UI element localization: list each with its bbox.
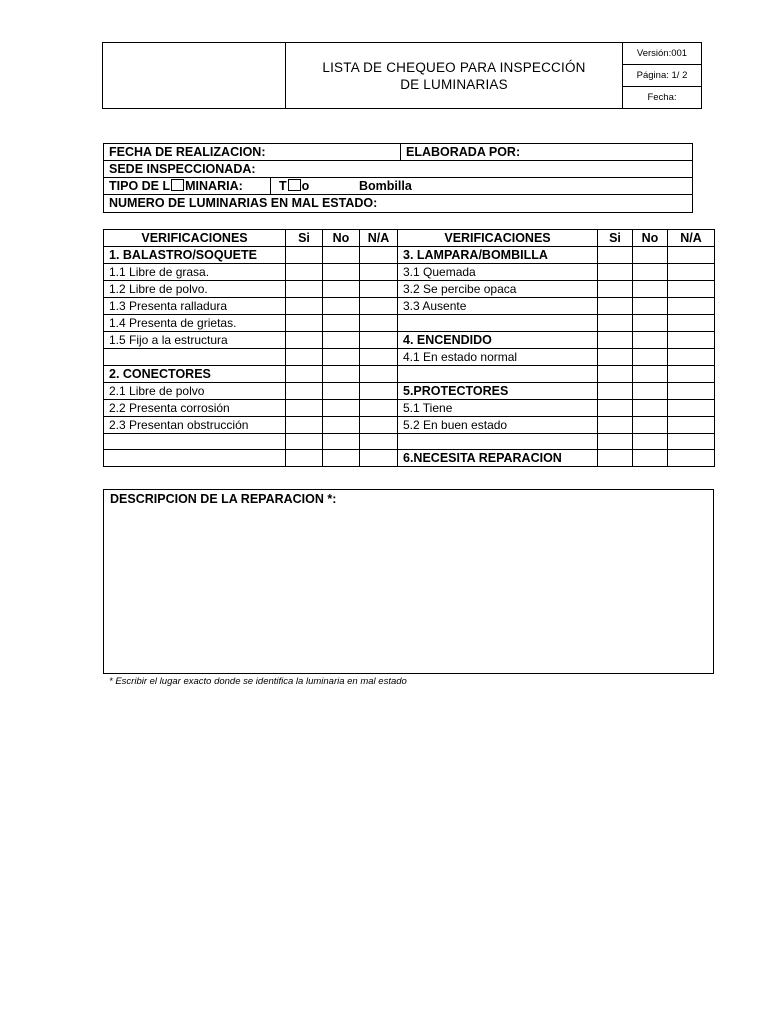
item-right (398, 315, 598, 332)
item-right: 3. LAMPARA/BOMBILLA (398, 247, 598, 264)
check-cell[interactable] (360, 434, 398, 450)
check-cell[interactable] (668, 366, 715, 383)
check-cell[interactable] (633, 298, 668, 315)
check-cell[interactable] (633, 264, 668, 281)
item-left: 2.3 Presentan obstrucción (104, 417, 286, 434)
check-cell[interactable] (360, 366, 398, 383)
item-right: 5.1 Tiene (398, 400, 598, 417)
check-cell[interactable] (360, 349, 398, 366)
column-header: VERIFICACIONES (398, 230, 598, 247)
table-row (104, 332, 715, 349)
check-cell[interactable] (668, 298, 715, 315)
item-right: 4. ENCENDIDO (398, 332, 598, 349)
table-row (104, 366, 715, 383)
check-cell[interactable] (668, 247, 715, 264)
check-cell[interactable] (633, 315, 668, 332)
check-cell[interactable] (633, 450, 668, 467)
item-left: 2.2 Presenta corrosión (104, 400, 286, 417)
check-cell[interactable] (668, 434, 715, 450)
check-cell[interactable] (360, 247, 398, 264)
check-cell[interactable] (286, 383, 323, 400)
table-row (104, 315, 715, 332)
check-cell[interactable] (360, 383, 398, 400)
check-cell[interactable] (598, 417, 633, 434)
elaborada-label: ELABORADA POR: (406, 145, 521, 159)
check-cell[interactable] (323, 349, 360, 366)
checklist-table (103, 229, 715, 467)
check-cell[interactable] (323, 400, 360, 417)
check-cell[interactable] (598, 332, 633, 349)
check-cell[interactable] (286, 400, 323, 417)
check-cell[interactable] (668, 281, 715, 298)
item-left: 2. CONECTORES (104, 366, 286, 383)
table-row (104, 247, 715, 264)
table-row (104, 434, 715, 450)
check-cell[interactable] (668, 383, 715, 400)
logo-area (103, 43, 286, 108)
check-cell[interactable] (633, 434, 668, 450)
item-right: 5.2 En buen estado (398, 417, 598, 434)
column-header: VERIFICACIONES (104, 230, 286, 247)
check-cell[interactable] (598, 400, 633, 417)
description-label: DESCRIPCION DE LA REPARACION *: (110, 492, 337, 506)
description-box[interactable] (103, 489, 714, 674)
item-right (398, 366, 598, 383)
check-cell[interactable] (668, 264, 715, 281)
check-cell[interactable] (668, 349, 715, 366)
table-row (104, 383, 715, 400)
title-line-2: DE LUMINARIAS (400, 76, 508, 92)
tipo-option-tubo: T o (279, 179, 310, 193)
footnote: * Escribir el lugar exacto donde se identifica la luminaria en mal estado (109, 676, 407, 687)
check-cell[interactable] (323, 383, 360, 400)
check-cell[interactable] (286, 349, 323, 366)
check-cell[interactable] (323, 434, 360, 450)
check-cell[interactable] (360, 281, 398, 298)
check-cell[interactable] (633, 247, 668, 264)
check-cell[interactable] (598, 247, 633, 264)
info-row-tipo (104, 178, 692, 195)
item-left: 1.4 Presenta de grietas. (104, 315, 286, 332)
document-meta (623, 43, 701, 108)
item-right: 6.NECESITA REPARACION (398, 450, 598, 467)
check-cell[interactable] (668, 315, 715, 332)
check-cell[interactable] (668, 400, 715, 417)
column-header: Si (598, 230, 633, 247)
check-cell[interactable] (286, 332, 323, 349)
check-cell[interactable] (323, 264, 360, 281)
check-cell[interactable] (598, 264, 633, 281)
check-cell[interactable] (633, 349, 668, 366)
check-cell[interactable] (598, 366, 633, 383)
check-cell[interactable] (668, 450, 715, 467)
table-row (104, 264, 715, 281)
document-header (102, 42, 702, 109)
check-cell[interactable] (633, 383, 668, 400)
checkbox-icon[interactable] (171, 179, 184, 191)
check-cell[interactable] (360, 400, 398, 417)
check-cell[interactable] (633, 281, 668, 298)
check-cell[interactable] (360, 450, 398, 467)
numero-label: NUMERO DE LUMINARIAS EN MAL ESTADO: (109, 196, 378, 210)
check-cell[interactable] (633, 366, 668, 383)
table-row (104, 400, 715, 417)
check-cell[interactable] (286, 264, 323, 281)
item-left (104, 450, 286, 467)
item-left (104, 349, 286, 366)
check-cell[interactable] (323, 366, 360, 383)
check-cell[interactable] (286, 247, 323, 264)
check-cell[interactable] (598, 298, 633, 315)
check-cell[interactable] (598, 450, 633, 467)
item-right (398, 434, 598, 450)
item-right: 5.PROTECTORES (398, 383, 598, 400)
date-label: Fecha: (647, 92, 677, 103)
check-cell[interactable] (360, 264, 398, 281)
info-box (103, 143, 693, 213)
check-cell[interactable] (668, 332, 715, 349)
column-header: No (323, 230, 360, 247)
tipo-label: TIPO DE L MINARIA: (109, 179, 243, 193)
item-left: 1.5 Fijo a la estructura (104, 332, 286, 349)
version-label: Versión:001 (623, 43, 701, 65)
check-cell[interactable] (323, 450, 360, 467)
document-title (286, 43, 623, 108)
info-row-sede (104, 161, 692, 178)
table-row (104, 417, 715, 434)
check-cell[interactable] (286, 417, 323, 434)
table-row (104, 298, 715, 315)
check-cell[interactable] (286, 298, 323, 315)
check-cell[interactable] (598, 349, 633, 366)
check-cell[interactable] (598, 315, 633, 332)
info-row-fecha (104, 144, 692, 161)
fecha-label: FECHA DE REALIZACION: (109, 145, 266, 159)
item-left (104, 434, 286, 450)
check-cell[interactable] (286, 434, 323, 450)
check-cell[interactable] (668, 417, 715, 434)
column-header: Si (286, 230, 323, 247)
item-left: 1.1 Libre de grasa. (104, 264, 286, 281)
item-right: 3.2 Se percibe opaca (398, 281, 598, 298)
info-row-numero (104, 195, 692, 212)
check-cell[interactable] (286, 366, 323, 383)
column-header: N/A (360, 230, 398, 247)
divider (270, 178, 271, 194)
item-left: 2.1 Libre de polvo (104, 383, 286, 400)
check-cell[interactable] (286, 450, 323, 467)
item-right: 3.3 Ausente (398, 298, 598, 315)
check-cell[interactable] (360, 417, 398, 434)
checkbox-icon[interactable] (288, 179, 301, 191)
check-cell[interactable] (633, 417, 668, 434)
sede-label: SEDE INSPECCIONADA: (109, 162, 256, 176)
check-cell[interactable] (286, 281, 323, 298)
item-right: 4.1 En estado normal (398, 349, 598, 366)
check-cell[interactable] (360, 332, 398, 349)
title-line-1: LISTA DE CHEQUEO PARA INSPECCIÓN (322, 59, 586, 75)
column-header: No (633, 230, 668, 247)
check-cell[interactable] (323, 315, 360, 332)
check-cell[interactable] (633, 332, 668, 349)
check-cell[interactable] (633, 400, 668, 417)
page-label: Página: 1/ 2 (623, 65, 701, 87)
check-cell[interactable] (323, 281, 360, 298)
check-cell[interactable] (598, 383, 633, 400)
check-cell[interactable] (360, 298, 398, 315)
check-cell[interactable] (323, 298, 360, 315)
item-left: 1. BALASTRO/SOQUETE (104, 247, 286, 264)
table-header-row (104, 230, 715, 247)
table-row (104, 450, 715, 467)
check-cell[interactable] (598, 281, 633, 298)
table-row (104, 349, 715, 366)
item-left: 1.3 Presenta ralladura (104, 298, 286, 315)
check-cell[interactable] (360, 315, 398, 332)
table-row (104, 281, 715, 298)
column-header: N/A (668, 230, 715, 247)
check-cell[interactable] (323, 332, 360, 349)
item-right: 3.1 Quemada (398, 264, 598, 281)
check-cell[interactable] (286, 315, 323, 332)
check-cell[interactable] (598, 434, 633, 450)
divider (400, 144, 401, 160)
tipo-option-bombilla: Bombilla (359, 179, 412, 193)
check-cell[interactable] (323, 417, 360, 434)
item-left: 1.2 Libre de polvo. (104, 281, 286, 298)
check-cell[interactable] (323, 247, 360, 264)
